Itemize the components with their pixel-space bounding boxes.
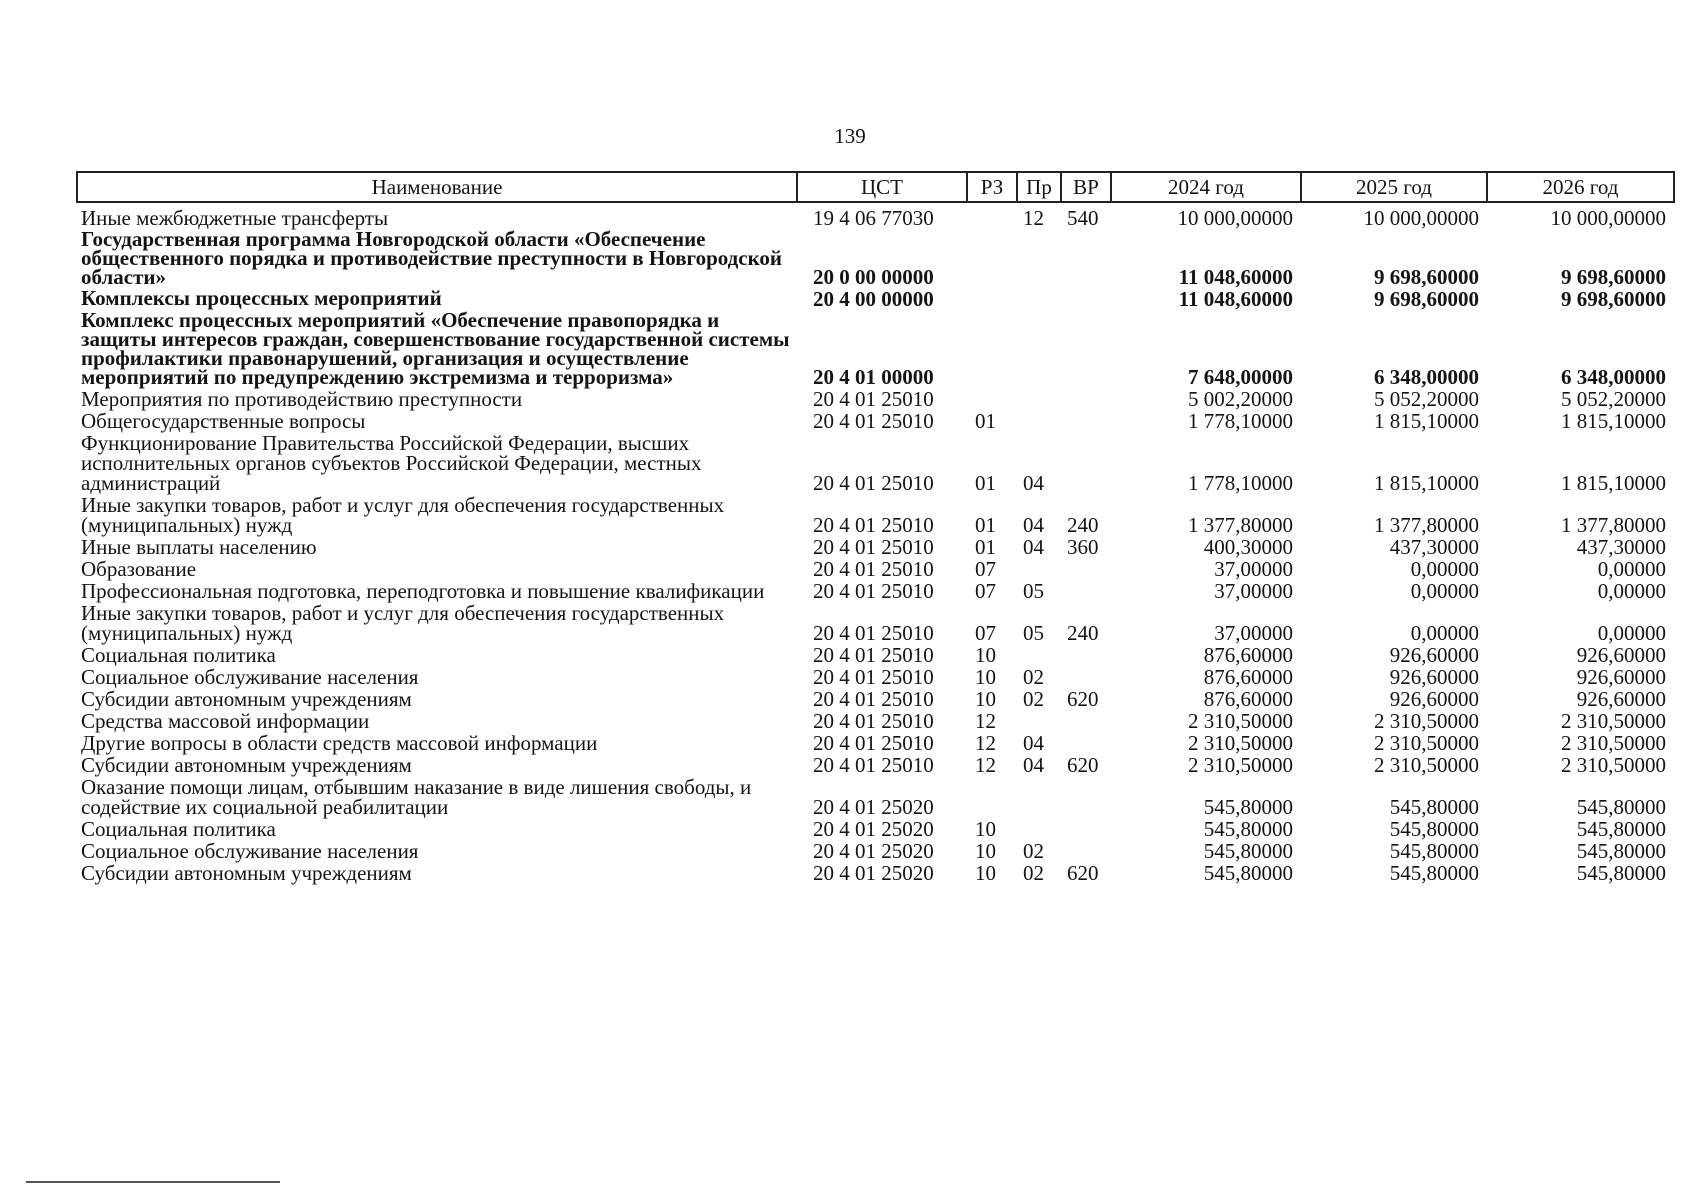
row-amount-2025: 2 310,50000 [1374,753,1479,777]
table-row [77,229,1674,288]
row-name: Образование [81,557,197,581]
row-name: Функционирование Правительства Российской Федерации, высших исполнительных органов субъектов Российской Федерации, местных администраций [81,431,702,495]
row-pr [1017,558,1061,580]
row-vr [1061,644,1111,666]
row-pr: 02 [1023,665,1044,689]
row-pr [1017,388,1061,410]
row-name: Профессиональная подготовка, переподготовка и повышение квалификации [81,579,765,603]
row-pr [1017,644,1061,666]
row-amount-2026: 0,00000 [1597,579,1666,603]
row-amount-2024: 400,30000 [1203,535,1293,559]
row-rz [967,776,1017,818]
row-pr: 04 [1023,731,1044,755]
row-amount-2024: 2 310,50000 [1188,709,1293,733]
row-rz: 12 [975,709,996,733]
row-amount-2026: 1 815,10000 [1561,409,1666,433]
table-row [77,536,1674,558]
row-name: Социальное обслуживание населения [81,665,419,689]
row-pr: 02 [1023,861,1044,885]
row-amount-2026: 437,30000 [1576,535,1666,559]
row-amount-2025: 926,60000 [1389,665,1479,689]
row-cst: 20 4 01 25010 [813,687,934,711]
row-amount-2026: 2 310,50000 [1561,709,1666,733]
table-row [77,688,1674,710]
row-amount-2024: 11 048,60000 [1178,287,1293,311]
row-pr: 04 [1023,535,1044,559]
row-rz: 10 [975,839,996,863]
header-cst: ЦСТ [797,172,967,202]
header-2024: 2024 год [1111,172,1301,202]
row-amount-2025: 545,80000 [1389,817,1479,841]
row-amount-2026: 5 052,20000 [1561,387,1666,411]
footer-rule [26,1181,280,1183]
row-amount-2024: 2 310,50000 [1188,731,1293,755]
row-rz: 01 [975,471,996,495]
row-rz: 10 [975,861,996,885]
row-cst: 20 4 01 25010 [813,643,934,667]
row-amount-2024: 876,60000 [1203,665,1293,689]
row-vr [1061,432,1111,494]
row-cst: 20 4 01 25010 [813,535,934,559]
row-rz [967,288,1017,310]
row-amount-2025: 0,00000 [1410,579,1479,603]
row-vr [1061,558,1111,580]
row-amount-2026: 545,80000 [1576,839,1666,863]
row-vr: 240 [1067,621,1099,645]
row-pr: 12 [1023,206,1044,230]
row-amount-2026: 1 815,10000 [1561,471,1666,495]
row-pr [1017,710,1061,732]
table-row [77,288,1674,310]
row-name: Другие вопросы в области средств массовой информации [81,731,598,755]
row-amount-2024: 1 377,80000 [1188,513,1293,537]
row-vr [1061,710,1111,732]
row-vr [1061,732,1111,754]
row-amount-2026: 1 377,80000 [1561,513,1666,537]
row-amount-2025: 2 310,50000 [1374,709,1479,733]
table-row [77,580,1674,602]
row-amount-2026: 926,60000 [1576,643,1666,667]
row-amount-2024: 37,00000 [1214,579,1293,603]
row-name: Социальное обслуживание населения [81,839,419,863]
table-row [77,732,1674,754]
row-amount-2025: 1 377,80000 [1374,513,1479,537]
row-rz: 07 [975,579,996,603]
row-cst: 20 4 01 00000 [813,365,934,389]
row-pr [1017,776,1061,818]
row-amount-2024: 1 778,10000 [1188,409,1293,433]
row-rz [967,229,1017,288]
table-row [77,310,1674,388]
row-amount-2025: 545,80000 [1389,861,1479,885]
row-amount-2024: 876,60000 [1203,687,1293,711]
row-vr [1061,288,1111,310]
row-amount-2024: 545,80000 [1203,839,1293,863]
row-cst: 20 4 01 25010 [813,387,934,411]
row-amount-2024: 2 310,50000 [1188,753,1293,777]
row-cst: 20 4 01 25010 [813,753,934,777]
row-amount-2024: 37,00000 [1214,621,1293,645]
row-amount-2026: 926,60000 [1576,687,1666,711]
header-name: Наименование [77,172,797,202]
row-amount-2025: 1 815,10000 [1374,409,1479,433]
row-amount-2024: 1 778,10000 [1188,471,1293,495]
row-name: Комплексы процессных мероприятий [81,286,442,310]
row-vr: 620 [1067,753,1099,777]
row-cst: 20 4 01 25010 [813,513,934,537]
row-amount-2025: 545,80000 [1389,839,1479,863]
table-row [77,494,1674,536]
row-rz: 01 [975,535,996,559]
row-amount-2024: 5 002,20000 [1188,387,1293,411]
row-cst: 20 4 01 25010 [813,471,934,495]
row-name: Оказание помощи лицам, отбывшим наказание в виде лишения свободы, и содействие их социальной реабилитации [81,775,752,819]
row-rz: 10 [975,687,996,711]
row-pr: 02 [1023,687,1044,711]
row-cst: 20 4 01 25020 [813,795,934,819]
row-amount-2026: 0,00000 [1597,557,1666,581]
row-pr [1017,288,1061,310]
row-pr: 02 [1023,839,1044,863]
row-cst: 20 4 01 25020 [813,817,934,841]
table-row [77,840,1674,862]
row-pr: 04 [1023,471,1044,495]
page-number: 139 [834,124,866,148]
row-name: Иные закупки товаров, работ и услуг для обеспечения государственных (муниципальных) нужд [81,493,725,537]
row-rz: 10 [975,665,996,689]
row-amount-2026: 545,80000 [1576,795,1666,819]
row-amount-2024: 876,60000 [1203,643,1293,667]
row-vr [1061,410,1111,432]
row-amount-2024: 545,80000 [1203,795,1293,819]
row-pr [1017,818,1061,840]
row-name: Иные закупки товаров, работ и услуг для обеспечения государственных (муниципальных) нужд [81,601,725,645]
row-rz: 07 [975,557,996,581]
row-pr [1017,410,1061,432]
row-vr [1061,229,1111,288]
row-amount-2025: 9 698,60000 [1374,265,1479,289]
row-amount-2025: 0,00000 [1410,621,1479,645]
row-amount-2025: 926,60000 [1389,643,1479,667]
table-body [77,202,1674,884]
row-name: Субсидии автономным учреждениям [81,687,412,711]
row-amount-2025: 2 310,50000 [1374,731,1479,755]
row-amount-2024: 10 000,00000 [1177,206,1293,230]
row-amount-2024: 545,80000 [1203,861,1293,885]
row-amount-2025: 9 698,60000 [1374,287,1479,311]
row-vr [1061,580,1111,602]
row-rz: 10 [975,817,996,841]
row-rz: 12 [975,753,996,777]
row-rz: 01 [975,513,996,537]
row-rz: 10 [975,643,996,667]
row-amount-2025: 5 052,20000 [1374,387,1479,411]
row-rz [967,388,1017,410]
row-rz: 12 [975,731,996,755]
row-amount-2025: 926,60000 [1389,687,1479,711]
row-vr [1061,310,1111,388]
row-amount-2026: 545,80000 [1576,861,1666,885]
row-pr: 04 [1023,513,1044,537]
header-pr: Пр [1017,172,1061,202]
row-name: Социальная политика [81,817,276,841]
header-2026: 2026 год [1487,172,1674,202]
row-amount-2024: 7 648,00000 [1188,365,1293,389]
row-name: Социальная политика [81,643,276,667]
row-amount-2026: 545,80000 [1576,817,1666,841]
row-pr [1017,229,1061,288]
header-vr: ВР [1061,172,1111,202]
row-cst: 20 4 01 25010 [813,621,934,645]
row-vr [1061,818,1111,840]
row-vr: 540 [1067,206,1099,230]
table-row [77,754,1674,776]
budget-table [76,171,1675,884]
row-pr: 04 [1023,753,1044,777]
row-rz: 07 [975,621,996,645]
row-vr [1061,388,1111,410]
row-pr: 05 [1023,579,1044,603]
row-vr [1061,840,1111,862]
table-row [77,666,1674,688]
row-vr [1061,776,1111,818]
row-name: Иные выплаты населению [81,535,317,559]
row-cst: 20 4 01 25020 [813,861,934,885]
row-cst: 20 4 01 25020 [813,839,934,863]
row-amount-2024: 11 048,60000 [1178,265,1293,289]
row-amount-2026: 2 310,50000 [1561,731,1666,755]
row-amount-2026: 2 310,50000 [1561,753,1666,777]
table-row [77,602,1674,644]
row-vr [1061,666,1111,688]
row-cst: 19 4 06 77030 [813,206,934,230]
row-amount-2026: 9 698,60000 [1561,265,1666,289]
row-rz: 01 [975,409,996,433]
row-amount-2024: 545,80000 [1203,817,1293,841]
row-cst: 20 4 01 25010 [813,731,934,755]
row-cst: 20 4 01 25010 [813,579,934,603]
row-name: Мероприятия по противодействию преступности [81,387,523,411]
table-row [77,776,1674,818]
table-header-row [77,172,1674,202]
row-cst: 20 4 00 00000 [813,287,934,311]
table-row [77,644,1674,666]
table-row [77,818,1674,840]
row-amount-2025: 545,80000 [1389,795,1479,819]
row-amount-2026: 9 698,60000 [1561,287,1666,311]
row-name: Общегосударственные вопросы [81,409,366,433]
row-pr [1017,310,1061,388]
row-amount-2025: 1 815,10000 [1374,471,1479,495]
row-rz [967,202,1017,229]
table-row [77,202,1674,229]
row-amount-2025: 0,00000 [1410,557,1479,581]
header-2025: 2025 год [1301,172,1487,202]
row-amount-2025: 6 348,00000 [1374,365,1479,389]
row-amount-2026: 0,00000 [1597,621,1666,645]
row-vr: 240 [1067,513,1099,537]
row-vr: 360 [1067,535,1099,559]
row-pr: 05 [1023,621,1044,645]
row-cst: 20 4 01 25010 [813,409,934,433]
row-amount-2026: 926,60000 [1576,665,1666,689]
row-name: Государственная программа Новгородской области «Обеспечение общественного порядка и противодействие преступности в Новгородской области» [81,227,783,289]
row-cst: 20 0 00 00000 [813,265,934,289]
table-row [77,432,1674,494]
row-name: Средства массовой информации [81,709,370,733]
row-amount-2025: 437,30000 [1389,535,1479,559]
row-amount-2025: 10 000,00000 [1363,206,1479,230]
row-amount-2026: 6 348,00000 [1561,365,1666,389]
row-vr: 620 [1067,861,1099,885]
row-name: Иные межбюджетные трансферты [81,206,389,230]
row-rz [967,310,1017,388]
table-row [77,410,1674,432]
row-cst: 20 4 01 25010 [813,709,934,733]
row-cst: 20 4 01 25010 [813,557,934,581]
table-row [77,388,1674,410]
table-row [77,862,1674,884]
row-cst: 20 4 01 25010 [813,665,934,689]
row-amount-2026: 10 000,00000 [1550,206,1666,230]
row-vr: 620 [1067,687,1099,711]
row-name: Субсидии автономным учреждениям [81,861,412,885]
table-row [77,558,1674,580]
header-rz: РЗ [967,172,1017,202]
table-row [77,710,1674,732]
row-name: Комплекс процессных мероприятий «Обеспечение правопорядка и защиты интересов граждан, совершенствование государственной системы профилактики правонарушений, организация и осуществление мероприятий по предупреждению экстремизма и терроризма» [81,308,790,389]
row-amount-2024: 37,00000 [1214,557,1293,581]
row-name: Субсидии автономным учреждениям [81,753,412,777]
